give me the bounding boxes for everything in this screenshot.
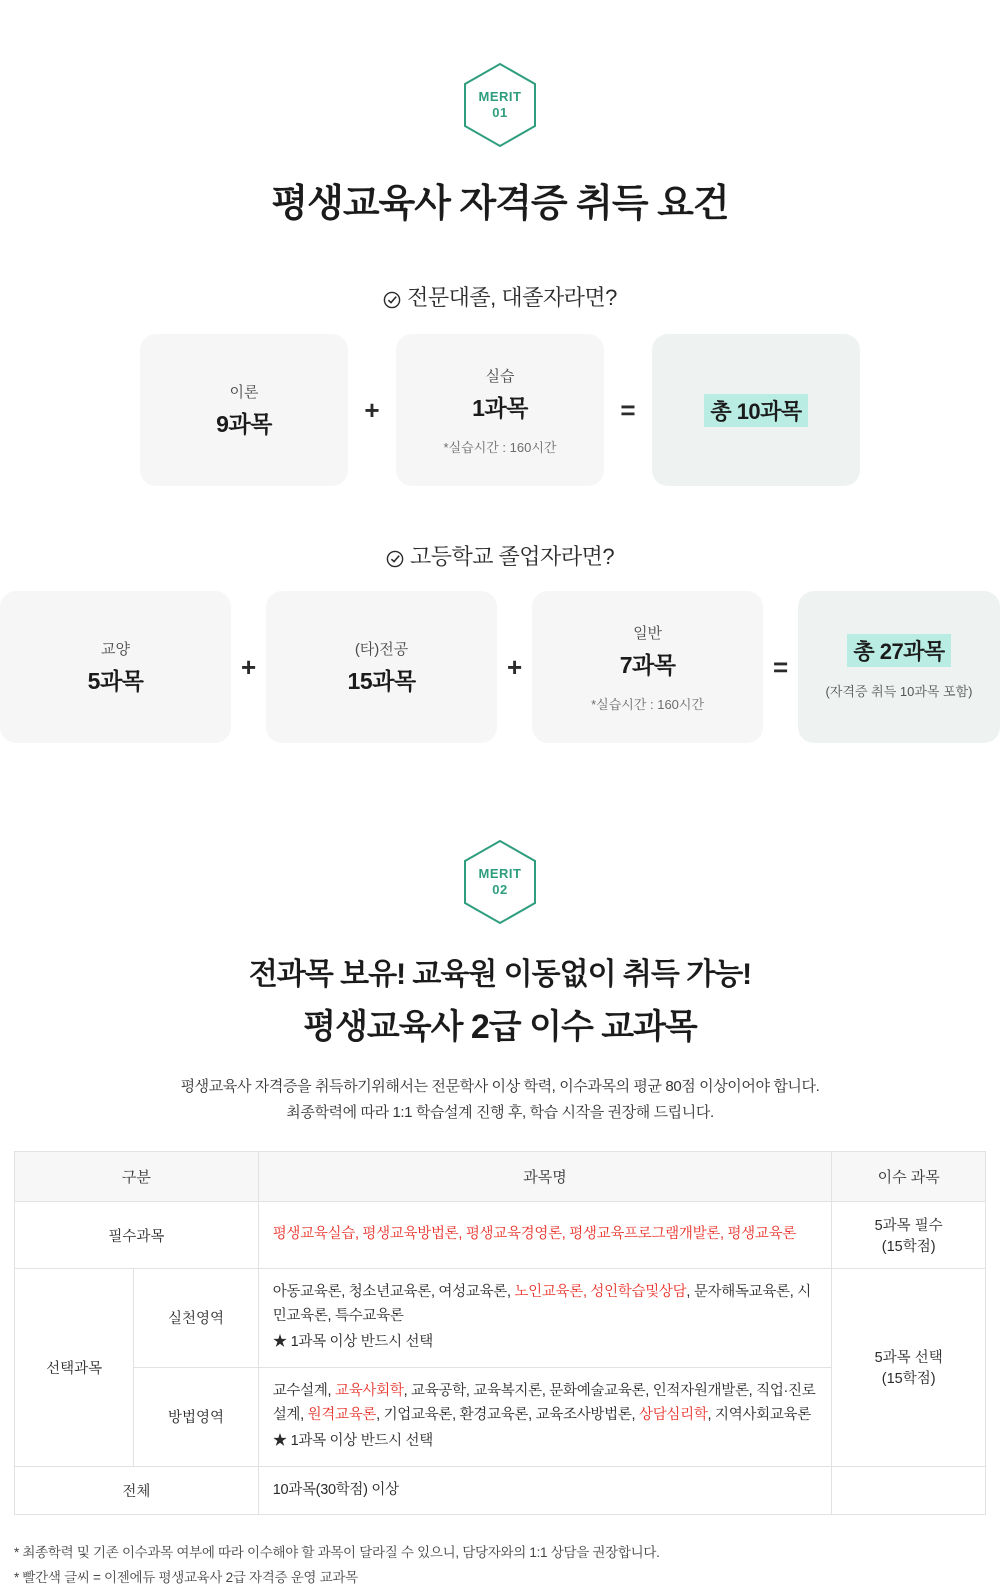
method-star-note: ★ 1과목 이상 반드시 선택 bbox=[272, 1432, 433, 1449]
req-box-general-value: 7과목 bbox=[619, 651, 676, 678]
footnote-line-2: * 빨간색 글씨 = 이젠에듀 평생교육사 2급 자격증 운영 교과목 bbox=[14, 1569, 358, 1585]
question-1 bbox=[0, 281, 1000, 312]
req-box-practice bbox=[396, 334, 604, 486]
requirement-group-1 bbox=[0, 334, 1000, 486]
req-box-major bbox=[266, 591, 497, 743]
check-circle-icon bbox=[383, 289, 401, 307]
merit-02-description bbox=[0, 1074, 1000, 1125]
req-box-liberal-arts-label: 교양 bbox=[101, 641, 131, 658]
header-credits: 이수 과목 bbox=[832, 1152, 986, 1202]
merit-02-number: 02 bbox=[492, 882, 508, 897]
operator-equals-1: = bbox=[620, 394, 636, 425]
required-subjects-text: 평생교육실습, 평생교육방법론, 평생교육경영론, 평생교육프로그램개발론, 평생교육론 bbox=[272, 1226, 796, 1243]
question-2-text: 고등학교 졸업자라면? bbox=[409, 544, 615, 569]
merit-02-description-line2: 최종학력에 따라 1:1 학습설계 진행 후, 학습 시작을 권장해 드립니다. bbox=[286, 1103, 714, 1121]
header-category: 구분 bbox=[15, 1152, 259, 1202]
course-table bbox=[14, 1151, 986, 1515]
cell-method-area-label: 방법영역 bbox=[134, 1367, 259, 1466]
merit-02-text bbox=[479, 866, 522, 899]
cell-total-label: 전체 bbox=[15, 1466, 259, 1515]
operator-equals-2: = bbox=[772, 651, 789, 682]
practice-text-red: 노인교육론, 성인학습및상담 bbox=[514, 1284, 687, 1300]
table-header-row bbox=[15, 1152, 986, 1202]
footnotes bbox=[14, 1541, 986, 1590]
req-box-total-2 bbox=[798, 591, 1000, 743]
req-box-practice-value: 1과목 bbox=[472, 394, 528, 421]
table-row-total bbox=[15, 1466, 986, 1515]
method-text-red3: 상담심리학 bbox=[639, 1406, 708, 1423]
page-title: 평생교육사 자격증 취득 요건 bbox=[271, 183, 729, 225]
cell-elective-label: 선택과목 bbox=[15, 1269, 134, 1467]
req-box-general bbox=[532, 591, 763, 743]
req-box-total-2-value: 총 27과목 bbox=[847, 634, 950, 667]
req-box-liberal-arts-value: 5과목 bbox=[87, 668, 144, 694]
req-box-theory bbox=[140, 334, 348, 486]
method-text-red2: 원격교육론 bbox=[307, 1406, 377, 1423]
req-box-general-note: *실습시간 : 160시간 bbox=[591, 696, 705, 712]
required-credits-line1: 5과목 필수 bbox=[874, 1218, 943, 1234]
check-circle-icon-2 bbox=[386, 548, 404, 566]
method-text-c: , 기업교육론, 환경교육론, 교육조사방법론, bbox=[376, 1406, 639, 1423]
req-box-practice-note: *실습시간 : 160시간 bbox=[443, 439, 557, 455]
req-box-major-label: (타)전공 bbox=[354, 641, 409, 658]
operator-plus-1: + bbox=[364, 394, 380, 425]
method-text-b: , 교육공학, 교육복지론, 문화예술교육론, 인적자원개발론, 직업·진로설계, bbox=[272, 1382, 816, 1423]
merit-02-badge bbox=[462, 839, 538, 925]
table-row-practice-area bbox=[15, 1269, 986, 1368]
question-1-text: 전문대졸, 대졸자라면? bbox=[407, 285, 617, 310]
table-row-required bbox=[15, 1202, 986, 1269]
requirement-group-2 bbox=[0, 591, 1000, 743]
cell-required-subjects bbox=[258, 1202, 832, 1269]
merit-01-badge-wrap bbox=[0, 62, 1000, 148]
req-box-total-1 bbox=[652, 334, 860, 486]
merit-01-text bbox=[479, 89, 522, 122]
practice-text-b: , 문자해독교육론, 시민교육론, 특수교육론 bbox=[272, 1284, 811, 1324]
course-table-head bbox=[15, 1152, 986, 1202]
cell-elective-credits bbox=[832, 1269, 986, 1467]
elective-credits-line1: 5과목 선택 bbox=[874, 1350, 943, 1367]
req-box-liberal-arts bbox=[0, 591, 231, 743]
cell-practice-area-label: 실천영역 bbox=[134, 1269, 259, 1368]
operator-plus-2b: + bbox=[506, 651, 523, 682]
cell-method-subjects bbox=[258, 1367, 832, 1466]
merit-01-badge bbox=[462, 62, 538, 148]
footnote-line-1: * 최종학력 및 기존 이수과목 여부에 따라 이수해야 할 과목이 달라질 수 있으니, 담당자와의 1:1 상담을 권장합니다. bbox=[14, 1545, 660, 1561]
method-text-d: , 지역사회교육론 bbox=[707, 1406, 811, 1423]
question-2 bbox=[0, 540, 1000, 571]
req-box-total-1-value: 총 10과목 bbox=[704, 394, 807, 427]
header-subject: 과목명 bbox=[258, 1152, 832, 1202]
required-credits-line2: (15학점) bbox=[881, 1239, 936, 1255]
method-text-red1: 교육사회학 bbox=[335, 1382, 404, 1399]
merit-01-label: MERIT bbox=[478, 88, 522, 104]
req-box-general-label: 일반 bbox=[633, 624, 663, 642]
elective-credits-line2: (15학점) bbox=[881, 1371, 936, 1388]
method-text-a: 교수설계, bbox=[272, 1382, 336, 1399]
req-box-theory-label: 이론 bbox=[229, 384, 259, 401]
req-box-total-2-note: (자격증 취득 10과목 포함) bbox=[825, 684, 973, 699]
req-box-theory-value: 9과목 bbox=[216, 411, 272, 437]
merit-02-label: MERIT bbox=[478, 865, 522, 881]
merit-02-title: 평생교육사 2급 이수 교과목 bbox=[303, 1008, 697, 1046]
cell-required-label: 필수과목 bbox=[15, 1202, 259, 1269]
practice-text-a: 아동교육론, 청소년교육론, 여성교육론, bbox=[272, 1284, 515, 1300]
cell-practice-subjects bbox=[258, 1269, 832, 1368]
cell-required-credits bbox=[832, 1202, 986, 1269]
cell-total-credits bbox=[832, 1466, 986, 1515]
practice-star-note: ★ 1과목 이상 반드시 선택 bbox=[272, 1333, 433, 1350]
merit-02-subtitle: 전과목 보유! 교육원 이동없이 취득 가능! bbox=[248, 958, 752, 991]
cell-total-text: 10과목(30학점) 이상 bbox=[258, 1466, 832, 1515]
merit-02-description-line1: 평생교육사 자격증을 취득하기위해서는 전문학사 이상 학력, 이수과목의 평균 80점 이상이어야 합니다. bbox=[180, 1078, 820, 1095]
req-box-major-value: 15과목 bbox=[347, 668, 416, 694]
operator-plus-2a: + bbox=[240, 651, 257, 682]
merit-01-number: 01 bbox=[492, 105, 508, 120]
course-table-body bbox=[15, 1202, 986, 1515]
merit-02-badge-wrap bbox=[0, 839, 1000, 925]
req-box-practice-label: 실습 bbox=[485, 367, 515, 385]
